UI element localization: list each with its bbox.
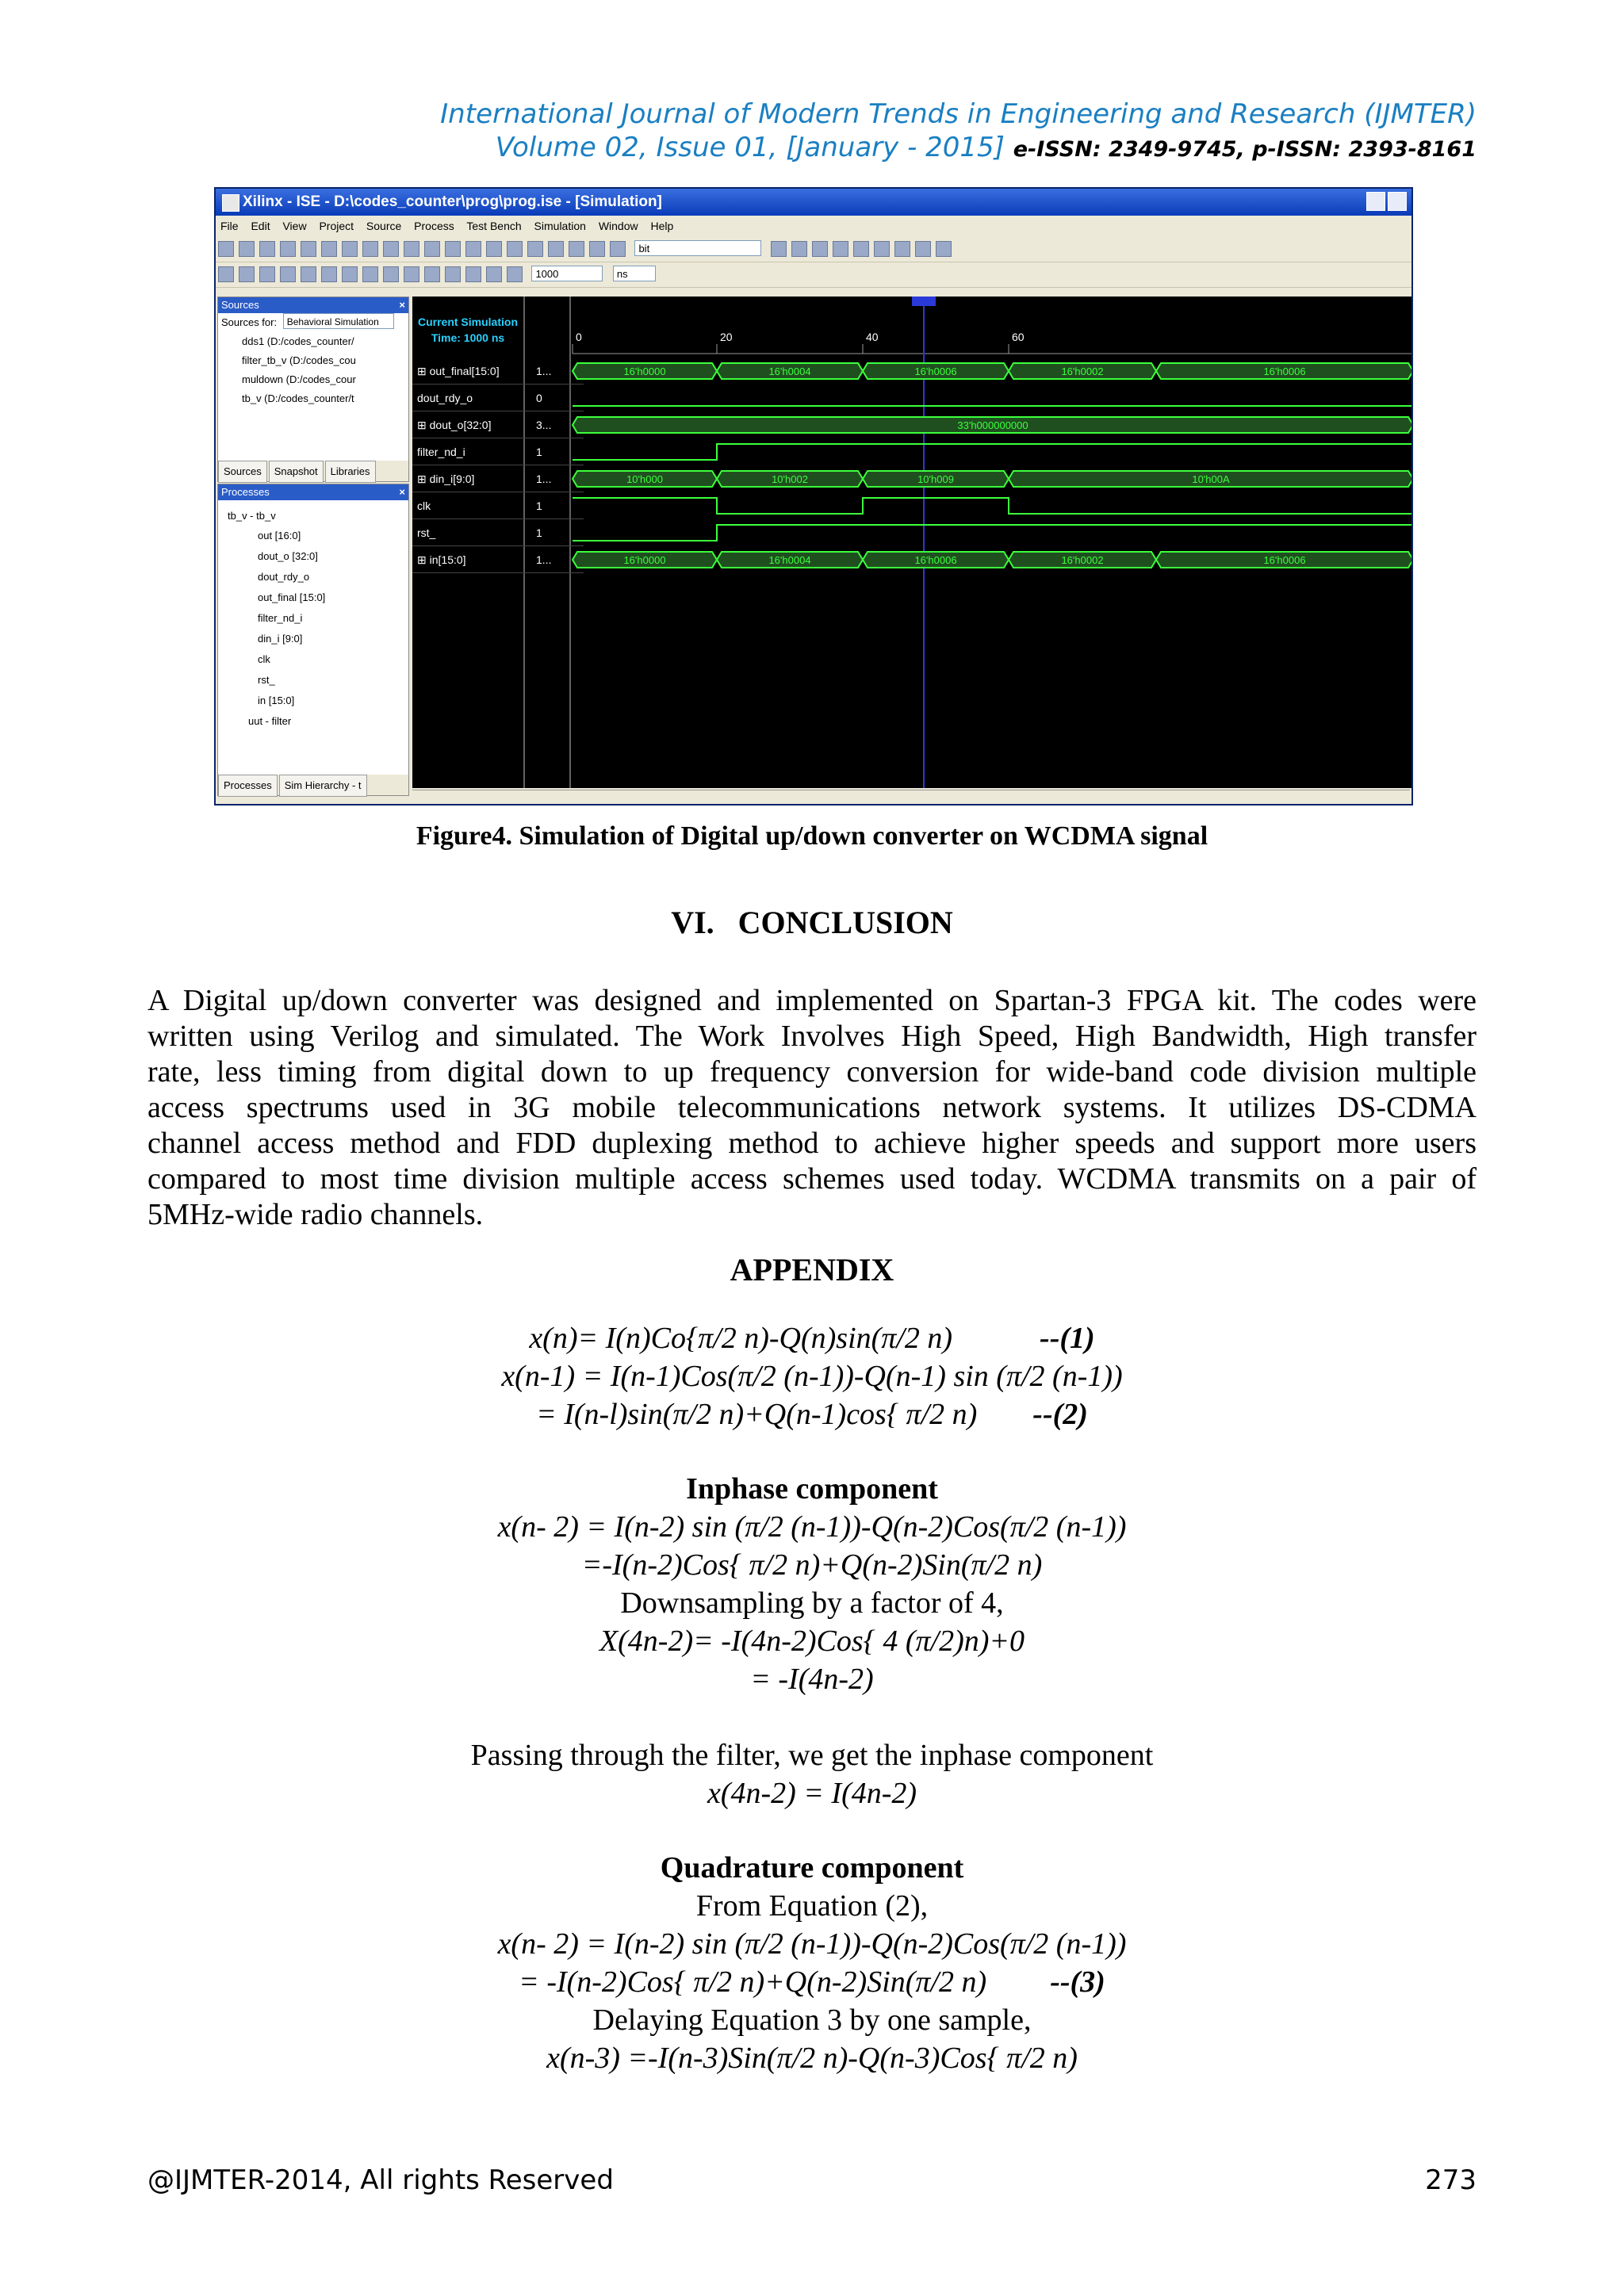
waveform-viewer (412, 297, 1413, 788)
figure-caption: Figure4. Simulation of Digital up/down converter on WCDMA signal (416, 821, 1208, 851)
sources-for-row (218, 313, 408, 332)
report-icon[interactable] (791, 241, 807, 257)
cursor-marker (912, 297, 936, 306)
paragraph-line: channel access method and FDD duplexing method to achieve higher speeds and support more users (147, 1127, 1477, 1160)
section-heading: VI. CONCLUSION (671, 905, 953, 940)
bit-waveform (573, 498, 1413, 514)
processes-tree (218, 500, 408, 732)
sources-tree (218, 332, 408, 408)
window-titlebar (216, 189, 1411, 216)
tab-libraries[interactable]: Libraries (325, 461, 376, 483)
zoom-fit-icon[interactable] (507, 241, 523, 257)
process-item[interactable]: dout_rdy_o (258, 571, 310, 583)
process-item[interactable]: dout_o [32:0] (258, 550, 318, 562)
quadrature-equation-3: x(n-3) =-I(n-3)Sin(π/2 n)-Q(n-3)Cos{ π/2 n) (546, 2042, 1078, 2075)
bus-value-label: 16'h0000 (623, 554, 666, 566)
equation-1-body: x(n)= I(n)Co{π/2 n)-Q(n)sin(π/2 n) (529, 1322, 953, 1355)
process-item[interactable]: filter_nd_i (258, 612, 303, 624)
tools-icon[interactable] (874, 241, 890, 257)
signal-value: 1... (536, 473, 552, 485)
paragraph-line: written using Verilog and simulated. The Work Involves High Speed, High Bandwidth, High transfer (147, 1020, 1477, 1053)
tab-sim-hierarchy[interactable]: Sim Hierarchy - t (279, 775, 367, 797)
simulation-screenshot (214, 187, 1413, 806)
signal-name: dout_rdy_o (417, 392, 473, 404)
open-file-icon[interactable] (239, 241, 255, 257)
equation-2-tag: --(2) (1032, 1398, 1088, 1431)
time-tick-label: 20 (720, 331, 733, 343)
bus-value-label: 16'h0004 (768, 365, 811, 377)
equation-2b (0, 1397, 1624, 1432)
inphase-heading: Inphase component (686, 1472, 938, 1506)
process-item[interactable]: rst_ (258, 674, 275, 686)
quadrature-equation-1: x(n- 2) = I(n-2) sin (π/2 (n-1))-Q(n-2)Cos(π/2 (n-1)) (497, 1927, 1127, 1961)
horizontal-scrollbar[interactable] (412, 790, 1410, 806)
process-item[interactable]: tb_v - tb_v (228, 510, 276, 522)
undo-icon[interactable] (404, 241, 419, 257)
paragraph-line: rate, less timing from digital down to up frequency conversion for wide-band code division multiple (147, 1055, 1477, 1089)
nav-back-icon[interactable] (218, 266, 234, 282)
help-icon[interactable] (589, 241, 605, 257)
bus-value-label: 16'h0006 (914, 554, 957, 566)
process-item[interactable]: clk (258, 653, 270, 665)
indent-icon[interactable] (259, 266, 275, 282)
current-simulation-label: Current Simulation (417, 316, 518, 328)
paragraph-line: A Digital up/down converter was designed and implemented on Spartan-3 FPGA kit. The codes were (147, 984, 1477, 1017)
processes-panel-title: Processes (221, 486, 270, 498)
quadrature-text-1: From Equation (2), (695, 1889, 929, 1923)
menu-window[interactable]: Window (598, 220, 638, 232)
signal-value: 0 (536, 392, 542, 404)
bus-value-label: 10'h002 (772, 473, 808, 485)
close-icon[interactable]: × (399, 299, 405, 311)
waveform-plot[interactable] (412, 297, 1413, 788)
sources-tabs (218, 461, 408, 481)
layout-icon[interactable] (548, 241, 564, 257)
inphase-text-2: Passing through the filter, we get the inphase component (470, 1739, 1154, 1772)
bus-value-label: 16'h0006 (914, 365, 957, 377)
journal-issue (496, 132, 1477, 163)
time-tick-label: 40 (866, 331, 879, 343)
footer-copyright: @IJMTER-2014, All rights Reserved (147, 2164, 614, 2196)
sources-panel (217, 297, 409, 482)
journal-issn: e-ISSN: 2349-9745, p-ISSN: 2393-8161 (1013, 137, 1477, 162)
inphase-equation-1: x(n- 2) = I(n-2) sin (π/2 (n-1))-Q(n-2)Cos(π/2 (n-1)) (497, 1510, 1127, 1544)
equation-1 (0, 1321, 1624, 1356)
bus-value-label: 16'h0004 (768, 554, 811, 566)
sources-for-select[interactable]: Behavioral Simulation (283, 313, 394, 329)
window-tile-icon[interactable] (569, 241, 584, 257)
inphase-equation-3: X(4n-2)= -I(4n-2)Cos{ 4 (π/2)n)+0 (599, 1624, 1025, 1658)
binoculars-icon[interactable] (610, 241, 626, 257)
appendix-title: APPENDIX (730, 1252, 894, 1288)
bus-value-label: 10'h00A (1192, 473, 1230, 485)
menu-edit[interactable]: Edit (251, 220, 270, 232)
menu-view[interactable]: View (282, 220, 307, 232)
forward-icon[interactable] (936, 241, 952, 257)
source-item[interactable]: dds1 (D:/codes_counter/ (242, 335, 354, 347)
process-item[interactable]: uut - filter (248, 715, 292, 727)
outdent-icon[interactable] (280, 266, 296, 282)
sources-for-label: Sources for: (221, 316, 278, 328)
process-item[interactable]: in [15:0] (258, 695, 295, 706)
quadrature-equation-2 (0, 1965, 1624, 1999)
step-icon[interactable] (507, 266, 523, 282)
run-time-input[interactable]: 1000 (531, 266, 603, 281)
zoom-in-icon[interactable] (465, 241, 481, 257)
quadrature-text-2: Delaying Equation 3 by one sample, (592, 2003, 1032, 2037)
signal-name: filter_nd_i (417, 446, 465, 458)
bit-waveform (573, 444, 1413, 460)
nav-forward-icon[interactable] (239, 266, 255, 282)
journal-title: International Journal of Modern Trends in Engineering and Research (IJMTER) (440, 98, 1477, 130)
conclusion-paragraph (147, 983, 1477, 1233)
bus-value-label: 33'h000000000 (957, 419, 1028, 431)
equation-2a: x(n-1) = I(n-1)Cos(π/2 (n-1))-Q(n-1) sin (π/2 (n-1)) (501, 1360, 1123, 1393)
process-item[interactable]: out_final [15:0] (258, 591, 326, 603)
new-file-icon[interactable] (218, 241, 234, 257)
bus-value-label: 16'h0000 (623, 365, 666, 377)
zoom-out-icon[interactable] (486, 241, 502, 257)
search-select[interactable]: bit (634, 240, 761, 256)
tab-snapshot[interactable]: Snapshot (269, 461, 324, 483)
current-simulation-time-value: Time: 1000 ns (431, 331, 505, 344)
bus-value-label: 16'h0006 (1263, 365, 1306, 377)
run-icon[interactable] (445, 266, 461, 282)
redo-icon[interactable] (424, 241, 440, 257)
close-icon[interactable]: × (399, 486, 405, 498)
process-item[interactable]: din_i [9:0] (258, 633, 303, 645)
paste-icon[interactable] (362, 241, 378, 257)
page-number: 273 (1425, 2164, 1477, 2196)
signal-name: ⊞ din_i[9:0] (417, 473, 475, 485)
bit-waveform (573, 525, 1413, 541)
time-tick-label: 60 (1012, 331, 1025, 343)
uncomment-icon[interactable] (321, 266, 337, 282)
quadrature-equation-2-body: = -I(n-2)Cos{ π/2 n)+Q(n-2)Sin(π/2 n) (519, 1965, 987, 1999)
menu-bar (216, 216, 1411, 236)
signal-name: ⊞ dout_o[32:0] (417, 419, 492, 431)
print-icon[interactable] (301, 241, 316, 257)
menu-process[interactable]: Process (414, 220, 454, 232)
menu-help[interactable]: Help (650, 220, 674, 232)
copy-icon[interactable] (342, 241, 358, 257)
paragraph-line: 5MHz-wide radio channels. (147, 1198, 484, 1231)
waveform-icon[interactable] (527, 241, 543, 257)
signal-name: rst_ (417, 526, 436, 539)
pause-icon[interactable] (486, 266, 502, 282)
tab-processes[interactable]: Processes (218, 775, 278, 797)
signal-value: 1 (536, 499, 542, 512)
main-toolbar (216, 236, 1411, 262)
restart-icon[interactable] (424, 266, 440, 282)
sources-panel-header (218, 297, 408, 313)
bus-value-label: 10'h000 (626, 473, 663, 485)
equation-3-tag: --(3) (1050, 1965, 1105, 1999)
inphase-text-1: Downsampling by a factor of 4, (620, 1586, 1004, 1620)
delete-icon[interactable] (383, 241, 399, 257)
processes-panel (217, 484, 409, 796)
signal-name: ⊞ out_final[15:0] (417, 365, 500, 377)
find-icon[interactable] (445, 241, 461, 257)
add-signal-icon[interactable] (404, 266, 419, 282)
chip-icon[interactable] (853, 241, 869, 257)
marker-icon[interactable] (362, 266, 378, 282)
cursor-icon[interactable] (383, 266, 399, 282)
signal-name: clk (417, 499, 431, 512)
source-item[interactable]: tb_v (D:/codes_counter/t (242, 392, 354, 404)
bulb-icon[interactable] (771, 241, 787, 257)
bus-value-label: 16'h0002 (1061, 365, 1104, 377)
signal-value: 1... (536, 365, 552, 377)
source-item[interactable]: muldown (D:/codes_cour (242, 373, 356, 385)
paragraph-line: access spectrums used in 3G mobile telecommunications network systems. It utilizes DS-CDMA (147, 1091, 1477, 1124)
minimize-icon[interactable] (1366, 192, 1385, 211)
menu-source[interactable]: Source (366, 220, 402, 232)
menu-project[interactable]: Project (319, 220, 354, 232)
run-for-icon[interactable] (465, 266, 481, 282)
save-all-icon[interactable] (280, 241, 296, 257)
gear-icon[interactable] (894, 241, 910, 257)
bus-value-label: 16'h0006 (1263, 554, 1306, 566)
signal-value: 1 (536, 446, 542, 458)
tab-sources[interactable]: Sources (218, 461, 267, 483)
paragraph-line: compared to most time division multiple access schemes used today. WCDMA transmits on a pair of (147, 1162, 1477, 1196)
signal-value: 1 (536, 526, 542, 539)
back-icon[interactable] (915, 241, 931, 257)
signal-name: ⊞ in[15:0] (417, 553, 466, 566)
maximize-icon[interactable] (1388, 192, 1407, 211)
processes-panel-header (218, 484, 408, 500)
time-tick-label: 0 (576, 331, 582, 343)
save-icon[interactable] (259, 241, 275, 257)
edit-icon[interactable] (812, 241, 828, 257)
journal-volume: Volume 02, Issue 01, [January - 2015] (495, 132, 1005, 163)
inphase-equation-2: =-I(n-2)Cos{ π/2 n)+Q(n-2)Sin(π/2 n) (581, 1548, 1043, 1582)
quadrature-heading: Quadrature component (660, 1851, 964, 1885)
equation-1-tag: --(1) (1040, 1322, 1095, 1355)
comment-icon[interactable] (301, 266, 316, 282)
source-item[interactable]: filter_tb_v (D:/codes_cou (242, 354, 356, 366)
signal-value: 1... (536, 553, 552, 566)
bookmark-icon[interactable] (342, 266, 358, 282)
process-item[interactable]: out [16:0] (258, 530, 301, 541)
menu-file[interactable]: File (220, 220, 239, 232)
processes-tabs (218, 775, 408, 795)
simulation-toolbar (216, 262, 1411, 288)
time-unit-select[interactable]: ns (613, 266, 656, 281)
inphase-result: x(4n-2) = I(4n-2) (707, 1777, 917, 1810)
sources-panel-title: Sources (221, 299, 259, 311)
signal-value: 3... (536, 419, 552, 431)
menu-simulation[interactable]: Simulation (534, 220, 586, 232)
check-icon[interactable] (833, 241, 848, 257)
inphase-equation-4: = -I(4n-2) (750, 1663, 874, 1696)
bus-value-label: 16'h0002 (1061, 554, 1104, 566)
window-title: Xilinx - ISE - D:\codes_counter\prog\prog.ise - [Simulation] (243, 193, 662, 210)
cut-icon[interactable] (321, 241, 337, 257)
equation-2b-body: = I(n-l)sin(π/2 n)+Q(n-1)cos{ π/2 n) (536, 1398, 978, 1431)
bus-value-label: 10'h009 (917, 473, 954, 485)
menu-test-bench[interactable]: Test Bench (466, 220, 522, 232)
xilinx-app-icon (222, 194, 239, 212)
